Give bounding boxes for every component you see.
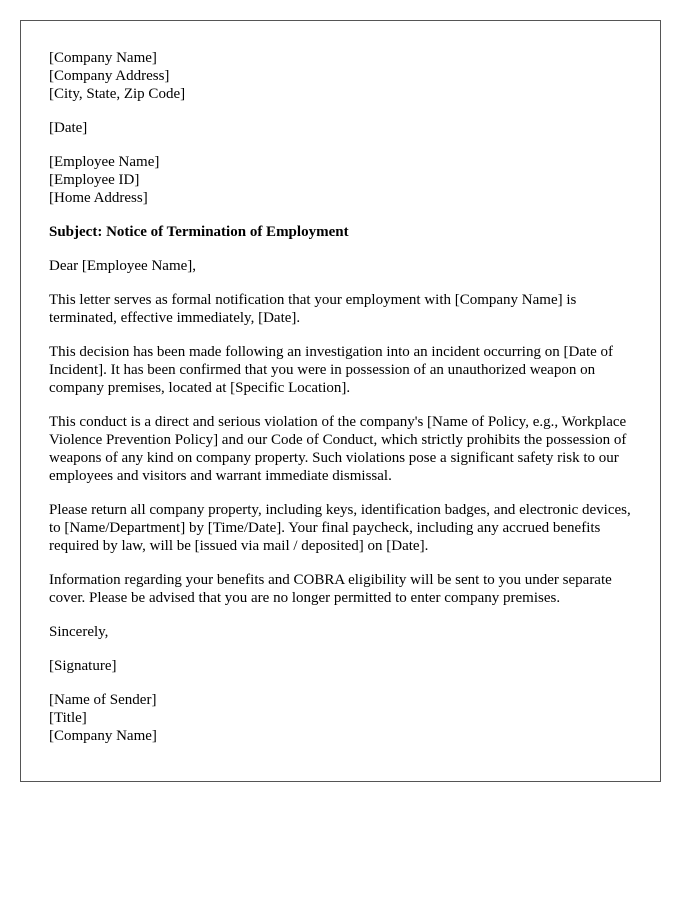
subject-line: Subject: Notice of Termination of Employment [49,224,349,240]
sender-address-block [49,49,632,103]
recipient-id: [Employee ID] [49,172,140,188]
signature: [Signature] [49,658,117,674]
sender-company-address: [Company Address] [49,68,170,84]
signoff-block [49,691,632,745]
sender-name: [Name of Sender] [49,692,157,708]
sender-company-name: [Company Name] [49,50,157,66]
body-paragraph-benefits: Information regarding your benefits and COBRA eligibility will be sent to you under separate cover. Please be advised that you are no longer permitted to enter company premises. [49,572,612,606]
recipient-block [49,153,632,207]
body-paragraph-property-return: Please return all company property, including keys, identification badges, and electronic devices, to [Name/Department] by [Time/Date]. Your final paycheck, including any accrued benefits required by law, will be [issued via mail / deposited] on [Date]. [49,502,631,554]
sender-city-state-zip: [City, State, Zip Code] [49,86,186,102]
body-paragraph-notification: This letter serves as formal notification that your employment with [Company Name] is terminated, effective immediately, [Date]. [49,292,577,326]
recipient-name: [Employee Name] [49,154,160,170]
signoff-company-name: [Company Name] [49,728,157,744]
body-paragraph-violation: This conduct is a direct and serious violation of the company's [Name of Policy, e.g., Workplace Violence Prevention Policy] and our Code of Conduct, which strictly prohibits the possession of weapons of any kind on company property. Such violations pose a significant safety risk to our employees and visitors and warrant immediate dismissal. [49,414,627,484]
recipient-address: [Home Address] [49,190,148,206]
letter-date: [Date] [49,120,88,136]
salutation: Dear [Employee Name], [49,258,197,274]
letter-document [20,20,661,782]
sender-title: [Title] [49,710,87,726]
closing: Sincerely, [49,624,109,640]
body-paragraph-investigation: This decision has been made following an investigation into an incident occurring on [Date of Incident]. It has been confirmed that you were in possession of an unauthorized weapon on company premises, located at [Specific Location]. [49,344,614,396]
